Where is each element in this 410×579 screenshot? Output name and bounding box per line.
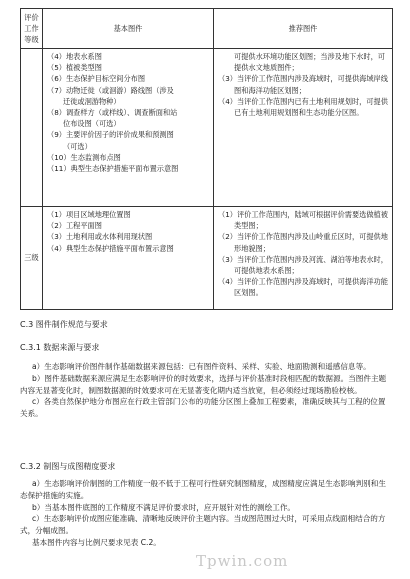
list-item: 已有土地利用规划图和生态功能分区图。 — [234, 108, 364, 118]
list-item: （2）当评价工作范围内涉及山岭重丘区时，可提供地 — [218, 232, 388, 242]
level-cell: 三级 — [21, 207, 43, 310]
paragraph: b）当基本图件底图的工作精度不满足评价要求时，应开展针对性的测绘工作。 — [32, 502, 296, 512]
list-item: 位布设图（可选） — [63, 119, 121, 129]
list-item: 可提供水环境功能区划图；当涉及地下水时，可 — [234, 52, 385, 61]
list-item: （可选） — [63, 141, 92, 151]
list-item: （2）工程平面图 — [47, 221, 102, 231]
list-item: （4）当评价工作范围内涉及海域时，可提供海洋功能 — [218, 277, 388, 287]
list-item: （4）当评价工作范围内已有土地利用规划时，可提供 — [218, 96, 388, 106]
figure-requirements-table — [20, 8, 393, 310]
list-item: （5）植被类型图 — [47, 63, 102, 73]
basic-figures-cell — [43, 49, 214, 207]
list-item: 形地貌图； — [234, 243, 270, 253]
list-item: （3）当评价工作范围内涉及河流、湖泊等地表水时， — [218, 254, 388, 264]
list-item: （8）调查样方（或样线）、调查断面和站 — [47, 108, 178, 118]
paragraph: b）图件基础数据来源应满足生态影响评价的时效要求，选择与评价基准时段相匹配的数据源。当图件主题内容无显著变化时，制图数据源的时效要求可在无显著变化期内适当放宽，但必须经过现场勘验校核。 — [20, 373, 387, 395]
basic-figures-cell — [43, 207, 214, 310]
paragraph: a）生态影响评价制图的工作精度一般不低于工程可行性研究制图精度，成图精度应满足生态影响判别和生态保护措施的实施。 — [20, 479, 386, 500]
list-item: （10）生态监测布点图 — [47, 152, 121, 162]
list-item: 区划图。 — [234, 288, 263, 298]
list-item: （6）生态保护目标空间分布图 — [47, 74, 146, 84]
level-cell-empty — [21, 49, 43, 207]
section-c32-body — [20, 478, 392, 549]
list-item: 可提供地表水系图； — [234, 266, 299, 276]
list-item: 迁徙或洄游物种） — [63, 96, 121, 106]
watermark: Tpwin.com — [196, 552, 289, 570]
list-item: （4）地表水系图 — [47, 52, 102, 61]
header-level: 评价 工作 等级 — [21, 9, 43, 49]
paragraph: c）各类自然保护地分布图应在行政主管部门公布的功能分区图上叠加工程要素，准确反映其与工程的位置关系。 — [20, 397, 386, 419]
header-recommended-figures: 推荐图件 — [214, 9, 393, 49]
list-item: 类型图； — [234, 221, 263, 231]
list-item: （3）土地利用或水体利用现状图 — [47, 232, 153, 242]
list-item: （4）典型生态保护措施平面布置示意图 — [47, 243, 174, 253]
list-item: （1）评价工作范围内，陆域可根据评价需要选做植被 — [218, 210, 388, 219]
recommended-figures-cell — [214, 207, 393, 310]
list-item: 图和海洋功能区划图； — [234, 85, 306, 95]
list-item: （11）典型生态保护措施平面布置示意图 — [47, 164, 179, 174]
paragraph: c）生态影响评价成图应能准确、清晰地反映评价主题内容。当成图范围过大时，可采用点线面相结合的方式，分幅成图。 — [20, 514, 386, 536]
subsection-heading: C.3.1 数据来源与要求 — [20, 343, 100, 352]
paragraph: 基本图件内容与比例尺要求见表 C.2。 — [32, 537, 161, 547]
list-item: 提供水文地质图件； — [234, 63, 299, 73]
list-item: （9）主要评价因子的评价成果和预测图 — [47, 130, 174, 140]
header-basic-figures: 基本图件 — [43, 9, 214, 49]
list-item: （1）项目区域地理位置图 — [47, 210, 131, 219]
section-heading: C.3 图件制作规范与要求 — [20, 320, 108, 329]
table-row — [21, 207, 393, 310]
recommended-figures-cell — [214, 49, 393, 207]
section-c31-body — [20, 361, 392, 420]
list-item: （3）当评价工作范围内涉及海域时，可提供海域岸线 — [218, 74, 388, 84]
paragraph: a）生态影响评价图件制作基础数据来源包括：已有图件资料、采样、实验、地面勘测和遥感信息等。 — [32, 362, 371, 371]
table-row — [21, 49, 393, 207]
subsection-heading: C.3.2 制图与成图精度要求 — [20, 462, 116, 471]
table-header-row — [21, 9, 393, 49]
list-item: （7）动物迁徙（或洄游）路线图（涉及 — [47, 85, 174, 95]
